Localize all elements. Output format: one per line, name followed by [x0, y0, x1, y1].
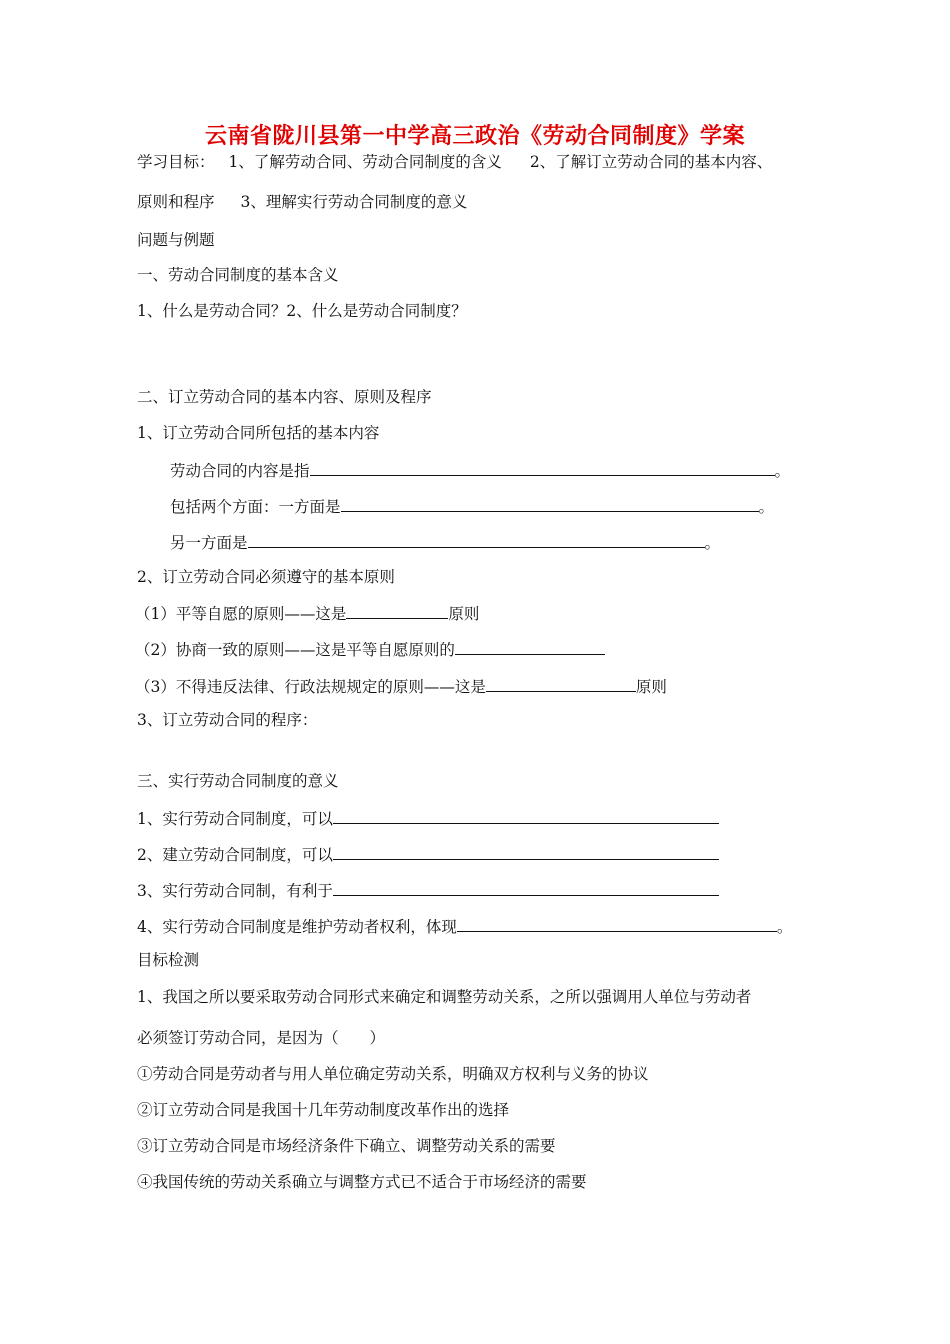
option-2: ②订立劳动合同是我国十几年劳动制度改革作出的选择 [137, 1101, 510, 1119]
other-aspect-label: 另一方面是 [170, 534, 248, 552]
period: 。 [774, 462, 791, 480]
principle-3-suffix: 原则 [635, 678, 667, 696]
fill-blank[interactable] [486, 675, 636, 692]
content-line-label: 劳动合同的内容是指 [170, 462, 310, 480]
objectives-line-1 [137, 152, 772, 172]
part2-sub1: 1、订立劳动合同所包括的基本内容 [137, 424, 380, 442]
meaning-2-text: 2、建立劳动合同制度，可以 [137, 846, 333, 864]
check-question-1-line-1: 1、我国之所以要采取劳动合同形式来确定和调整劳动关系，之所以强调用人单位与劳动者 [137, 988, 752, 1006]
principle-1 [135, 602, 479, 624]
fill-blank[interactable] [455, 638, 605, 655]
meaning-1 [137, 807, 719, 829]
objective-2: 2、了解订立劳动合同的基本内容、 [529, 153, 773, 171]
part2-heading: 二、订立劳动合同的基本内容、原则及程序 [137, 388, 432, 406]
part2-sub2: 2、订立劳动合同必须遵守的基本原则 [137, 568, 395, 586]
part3-heading: 三、实行劳动合同制度的意义 [137, 772, 339, 790]
fill-blank[interactable] [310, 459, 775, 476]
objective-3: 3、理解实行劳动合同制度的意义 [240, 193, 468, 211]
part1-heading: 一、劳动合同制度的基本含义 [137, 266, 339, 284]
fill-blank[interactable] [333, 843, 719, 860]
fill-blank[interactable] [346, 602, 448, 619]
principle-2 [135, 638, 605, 660]
fill-blank[interactable] [457, 915, 777, 932]
fill-blank[interactable] [333, 879, 719, 896]
section-problems: 问题与例题 [137, 231, 215, 249]
fill-blank[interactable] [248, 531, 705, 548]
option-4: ④我国传统的劳动关系确立与调整方式已不适合于市场经济的需要 [137, 1173, 587, 1191]
objective-1: 1、了解劳动合同、劳动合同制度的含义 [228, 153, 502, 171]
meaning-4-text: 4、实行劳动合同制度是维护劳动者权利，体现 [137, 918, 457, 936]
objective-2-continued: 原则和程序 [137, 193, 215, 211]
period: 。 [704, 534, 721, 552]
content-line [170, 459, 790, 481]
part2-sub3: 3、订立劳动合同的程序： [137, 711, 318, 729]
principle-3 [135, 675, 667, 697]
option-1: ①劳动合同是劳动者与用人单位确定劳动关系，明确双方权利与义务的协议 [137, 1065, 649, 1083]
two-aspects-label: 包括两个方面：一方面是 [170, 498, 341, 516]
two-aspects-line [170, 495, 774, 517]
document-title: 云南省陇川县第一中学高三政治《劳动合同制度》学案 [204, 124, 745, 149]
principle-1-suffix: 原则 [448, 605, 480, 623]
meaning-1-text: 1、实行劳动合同制度，可以 [137, 810, 333, 828]
meaning-3-text: 3、实行劳动合同制，有利于 [137, 882, 333, 900]
other-aspect-line [170, 531, 720, 553]
period: 。 [758, 498, 775, 516]
option-3: ③订立劳动合同是市场经济条件下确立、调整劳动关系的需要 [137, 1137, 556, 1155]
meaning-2 [137, 843, 719, 865]
part1-question: 1、什么是劳动合同？2、什么是劳动合同制度？ [137, 302, 467, 320]
meaning-3 [137, 879, 719, 901]
check-heading: 目标检测 [137, 951, 200, 969]
principle-1-text: （1）平等自愿的原则——这是 [135, 605, 347, 623]
objectives-line-2 [137, 192, 467, 212]
meaning-4 [137, 915, 792, 937]
check-question-1-line-2: 必须签订劳动合同，是因为（ ） [137, 1029, 386, 1047]
fill-blank[interactable] [333, 807, 719, 824]
principle-3-text: （3）不得违反法律、行政法规规定的原则——这是 [135, 678, 486, 696]
period: 。 [776, 918, 793, 936]
principle-2-text: （2）协商一致的原则——这是平等自愿原则的 [135, 641, 455, 659]
fill-blank[interactable] [341, 495, 759, 512]
objectives-label: 学习目标： [137, 153, 215, 171]
